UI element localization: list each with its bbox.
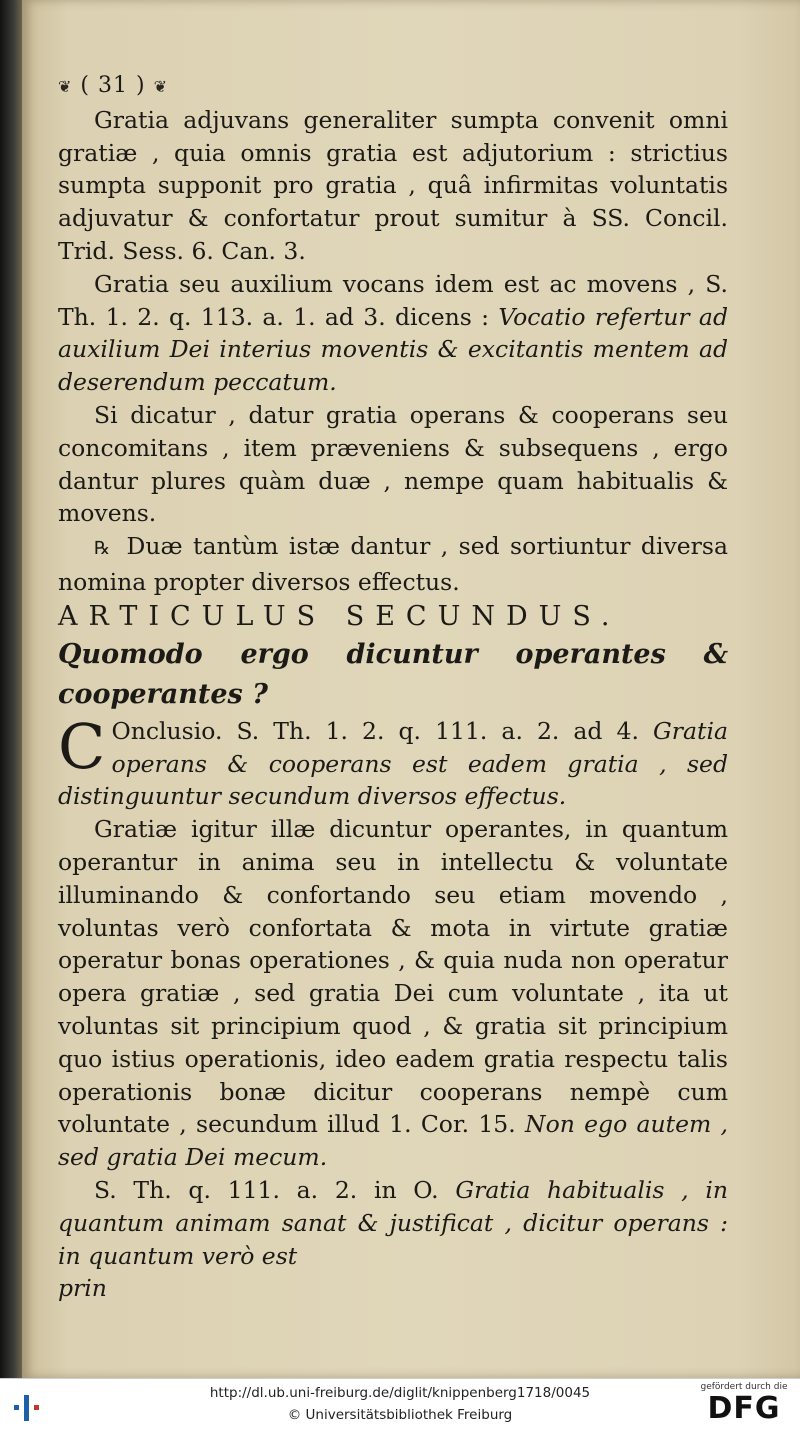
question-title: Quomodo ergo dicuntur operantes & cooperantes ? (58, 638, 728, 710)
paragraph-6: Gratiæ igitur illæ dicuntur operantes, in quantum operantur in anima seu in intellectu & voluntate illuminando & confortando seu etiam movendo , voluntas verò confortata & mota in virtute gratiæ operatur bonas operationes , & quia nuda non operatur opera gratiæ , sed gratia Dei cum voluntate , ita ut voluntas sit principium quod , & gratia sit principium quo istius operationis, ideo eadem gratia respectu talis operationis bonæ dicitur cooperans nempè cum voluntate , secundum illud 1. Cor. 15. Non ego autem , sed gratia Dei mecum. (58, 815, 728, 1172)
funding-note: gefördert durch die (700, 1382, 788, 1392)
catchword: prin (58, 1274, 107, 1303)
paragraph-2: Gratia seu auxilium vocans idem est ac movens , S. Th. 1. 2. q. 113. a. 1. ad 3. dicens : Vocatio refertur ad auxilium Dei interius moventis & excitantis mentem ad deserendum peccatum. (58, 269, 728, 397)
ornament-left-icon: ❦ (58, 77, 73, 96)
conclusion-paragraph: C Onclusio. S. Th. 1. 2. q. 111. a. 2. ad 4. Gratia operans & cooperans est eadem gratia , sed distinguuntur secundum diversos effectus. (58, 709, 728, 811)
response-mark: ℞ (94, 538, 111, 560)
page-number: ❦ ( 31 ) ❦ (58, 73, 168, 98)
drop-cap: C (58, 709, 106, 783)
copyright-notice: © Universitätsbibliothek Freiburg (287, 1407, 513, 1423)
book-spine (0, 0, 22, 1378)
ornament-right-icon: ❦ (153, 77, 168, 96)
viewer-footer (0, 1378, 800, 1433)
funder-name: DFG (707, 1391, 781, 1426)
paragraph-1: Gratia adjuvans generaliter sumpta convenit omni gratiæ , quia omnis gratia est adjutorium : strictius sumpta supponit pro gratia , quâ infirmitas voluntatis adjuvatur & confortatur prout sumitur à SS. Concil. Trid. Sess. 6. Can. 3. (58, 105, 728, 265)
paragraph-7: S. Th. q. 111. a. 2. in O. Gratia habitualis , in quantum animam sanat & justificat , dicitur operans : in quantum verò est (58, 1175, 728, 1270)
paragraph-4: ℞ Duæ tantùm istæ dantur , sed sortiuntur diversa nomina propter diversos effectus. (58, 532, 728, 596)
dfg-logo[interactable] (698, 1382, 790, 1425)
permalink-url[interactable]: http://dl.ub.uni-freiburg.de/diglit/knippenberg1718/0045 (209, 1385, 591, 1401)
paragraph-3: Si dicatur , datur gratia operans & cooperans seu concomitans , item præveniens & subsequens , ergo dantur plures quàm duæ , nempe quam habitualis & movens. (58, 400, 728, 528)
page-text (58, 70, 728, 1305)
article-heading: ARTICULUS SECUNDUS. (58, 600, 621, 632)
